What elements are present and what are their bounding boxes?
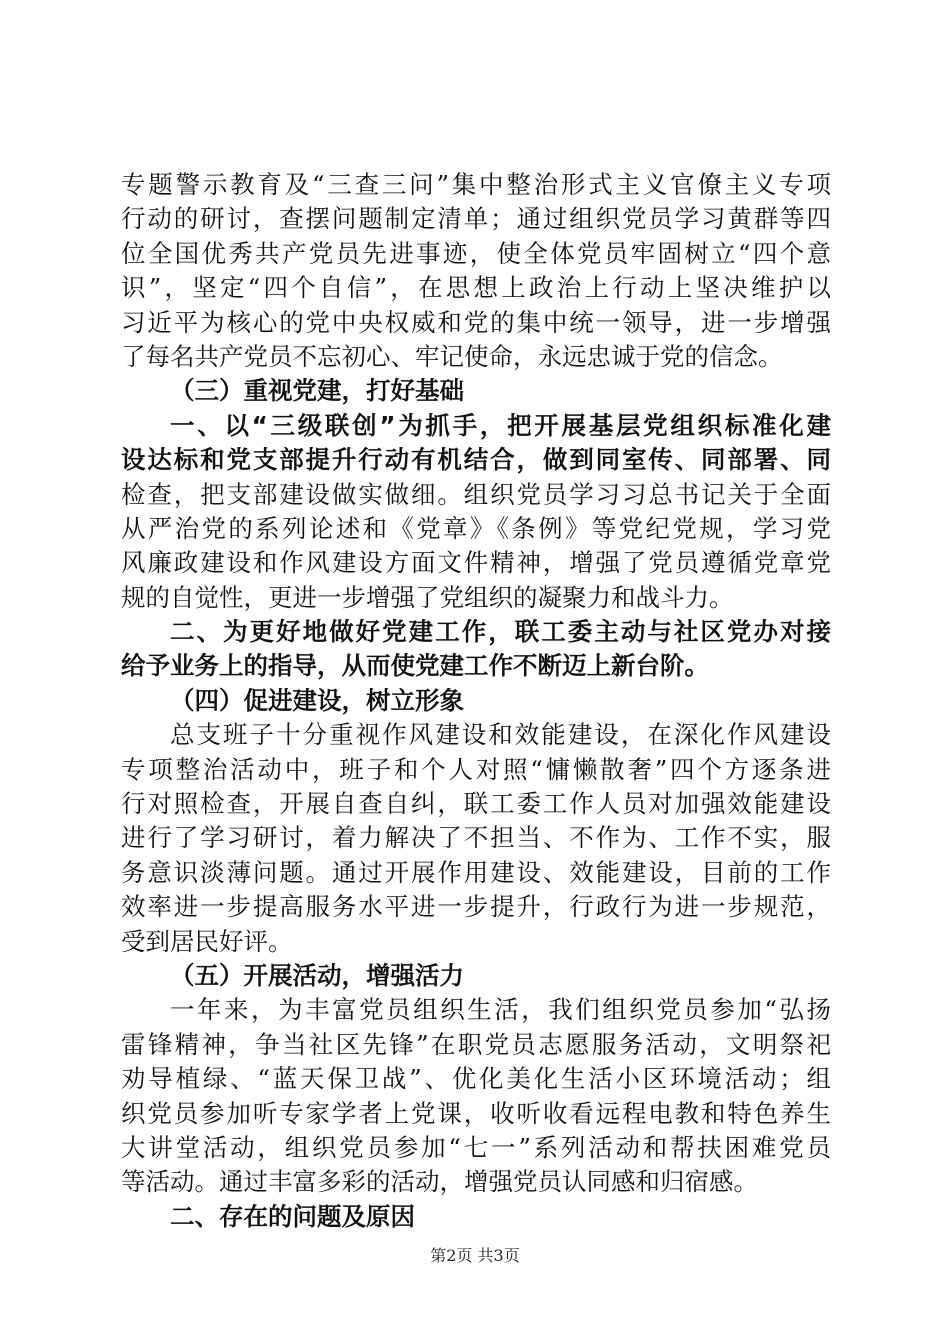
- paragraph-line: 规的自觉性，更进一步增强了党组织的凝聚力和战斗力。: [121, 582, 734, 612]
- paragraph-line: 风廉政建设和作风建设方面文件精神，增强了党员遵循党章党: [121, 548, 831, 578]
- page-number-label: 第2页 共3页: [430, 1246, 520, 1265]
- paragraph-line: 织党员参加听专家学者上党课，收听收看远程电教和特色养生: [121, 1098, 831, 1128]
- heading-line: 一、以“三级联创”为抓手，把开展基层党组织标准化建: [170, 410, 831, 440]
- heading-line: 二、为更好地做好党建工作，联工委主动与社区党办对接: [170, 617, 831, 647]
- paragraph-line: 了每名共产党员不忘初心、牢记使命，永远忠诚于党的信念。: [121, 341, 783, 371]
- paragraph-line: 位全国优秀共产党员先进事迹，使全体党员牢固树立“四个意: [121, 238, 831, 268]
- paragraph-line: 一年来，为丰富党员组织生活，我们组织党员参加“弘扬: [170, 995, 831, 1025]
- paragraph-line: 从严治党的系列论述和《党章》《条例》等党纪党规，学习党: [121, 513, 831, 543]
- heading-line: 给予业务上的指导，从而使党建工作不断迈上新台阶。: [121, 651, 709, 681]
- paragraph-line: 劝导植绿、“蓝天保卫战”、优化美化生活小区环境活动；组: [121, 1064, 831, 1094]
- paragraph-line: 识”，坚定“四个自信”，在思想上政治上行动上坚决维护以: [121, 273, 831, 303]
- paragraph-line: 专项整治活动中，班子和个人对照“慵懒散奢”四个方逐条进: [121, 754, 831, 784]
- paragraph-line: 专题警示教育及“三查三问”集中整治形式主义官僚主义专项: [121, 170, 831, 199]
- paragraph-line: 受到居民好评。: [121, 926, 293, 956]
- paragraph-line: 进行了学习研讨，着力解决了不担当、不作为、工作不实，服: [121, 823, 831, 853]
- paragraph-line: 行对照检查，开展自查自纠，联工委工作人员对加强效能建设: [121, 789, 831, 819]
- paragraph-line: 雷锋精神，争当社区先锋”在职党员志愿服务活动，文明祭祀: [121, 1029, 831, 1059]
- paragraph-line: 大讲堂活动，组织党员参加“七一”系列活动和帮扶困难党员: [121, 1132, 831, 1162]
- paragraph-line: 习近平为核心的党中央权威和党的集中统一领导，进一步增强: [121, 307, 831, 337]
- paragraph-line: 总支班子十分重视作风建设和效能建设，在深化作风建设: [170, 720, 831, 750]
- heading-line: 二、存在的问题及原因: [170, 1201, 415, 1231]
- heading-line: （四）促进建设，树立形象: [170, 685, 464, 715]
- page-footer: [0, 1243, 950, 1266]
- paragraph-line: 检查，把支部建设做实做细。组织党员学习习总书记关于全面: [121, 479, 831, 509]
- paragraph-line: 务意识淡薄问题。通过开展作用建设、效能建设，目前的工作: [121, 857, 831, 887]
- paragraph-line: 效率进一步提高服务水平进一步提升，行政行为进一步规范，: [121, 892, 831, 922]
- heading-line: （三）重视党建，打好基础: [170, 376, 464, 406]
- paragraph-line: 等活动。通过丰富多彩的活动，增强党员认同感和归宿感。: [121, 1167, 758, 1197]
- document-body: [121, 168, 831, 1234]
- paragraph-line: 行动的研讨，查摆问题制定清单；通过组织党员学习黄群等四: [121, 204, 831, 234]
- heading-line: （五）开展活动，增强活力: [170, 960, 464, 990]
- heading-line: 设达标和党支部提升行动有机结合，做到同室传、同部署、同: [121, 445, 831, 475]
